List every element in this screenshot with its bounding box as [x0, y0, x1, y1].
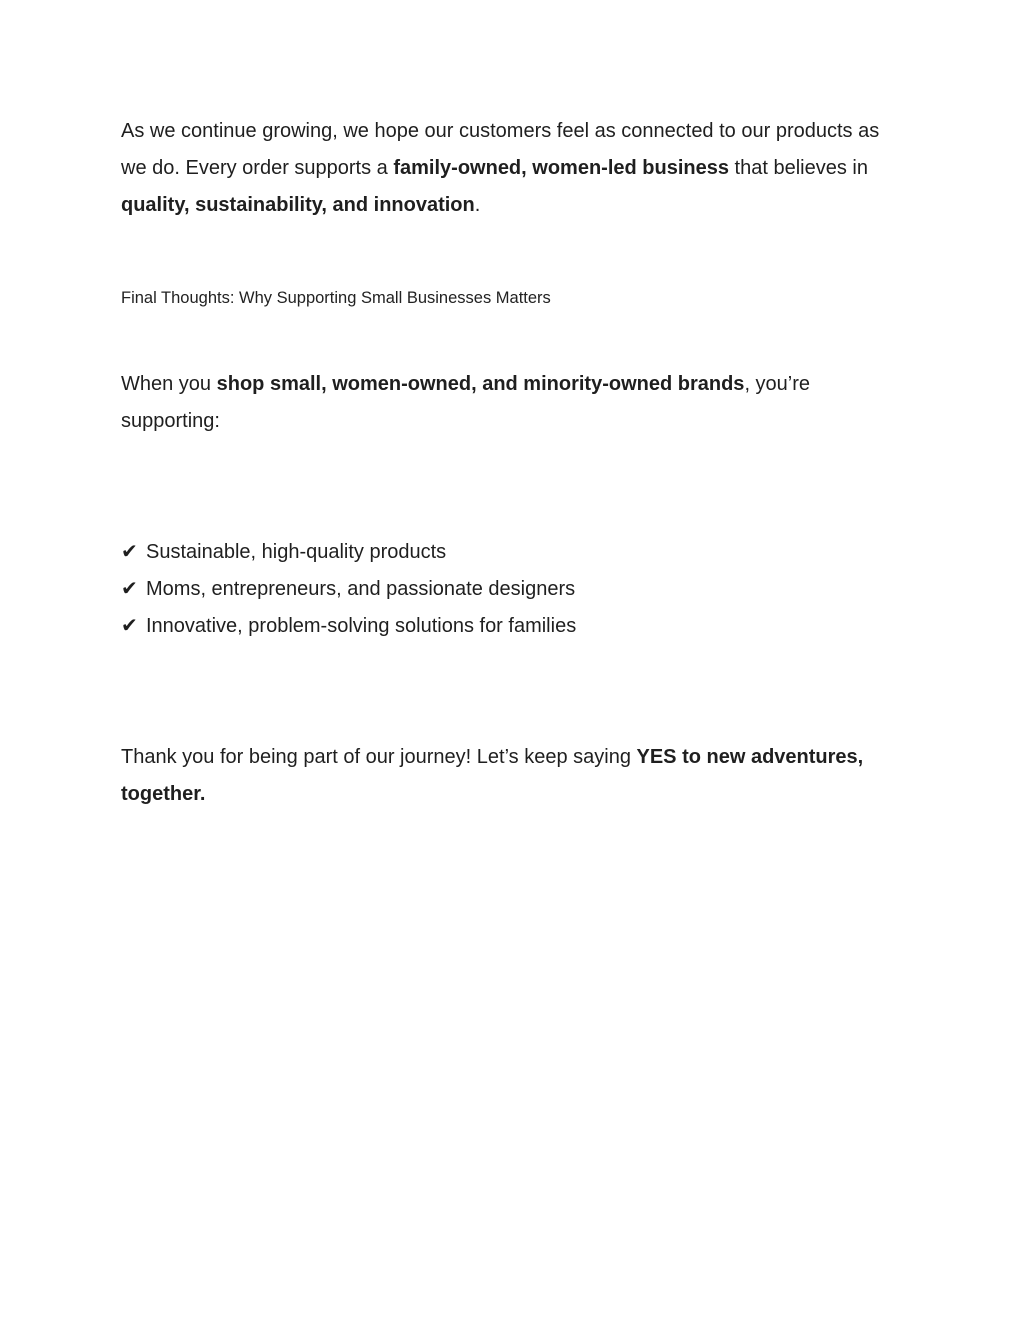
checkmark-icon: ✔	[121, 541, 138, 563]
list-item-label: Moms, entrepreneurs, and passionate designers	[146, 578, 576, 600]
checkmark-icon: ✔	[121, 615, 138, 637]
section-heading: Final Thoughts: Why Supporting Small Businesses Matters	[121, 289, 551, 307]
list-item	[121, 571, 576, 608]
supporting-paragraph	[121, 366, 901, 440]
list-item-label: Innovative, problem-solving solutions for families	[146, 615, 577, 637]
intro-text-1: As we continue growing, we hope our customers feel as connected to our products as we do. Every order supports a	[121, 120, 880, 179]
intro-text-2: that believes in	[728, 157, 868, 179]
intro-bold-values: quality, sustainability, and innovation	[121, 194, 475, 216]
closing-paragraph	[121, 739, 911, 813]
checkmark-icon: ✔	[121, 578, 138, 600]
intro-text-3: .	[474, 194, 481, 216]
intro-paragraph	[121, 113, 901, 224]
supporting-text-2: , you’re supporting:	[121, 373, 811, 432]
list-item	[121, 534, 576, 571]
supporting-text-1: When you	[121, 373, 217, 395]
list-item	[121, 608, 576, 645]
closing-text-1: Thank you for being part of our journey! Let’s keep saying	[121, 746, 637, 768]
intro-bold-business: family-owned, women-led business	[393, 157, 729, 179]
supporting-bold-brands: shop small, women-owned, and minority-owned brands	[216, 373, 745, 395]
support-checklist	[121, 534, 576, 645]
list-item-label: Sustainable, high-quality products	[146, 541, 447, 563]
closing-bold-adventures: YES to new adventures, together.	[121, 746, 864, 805]
